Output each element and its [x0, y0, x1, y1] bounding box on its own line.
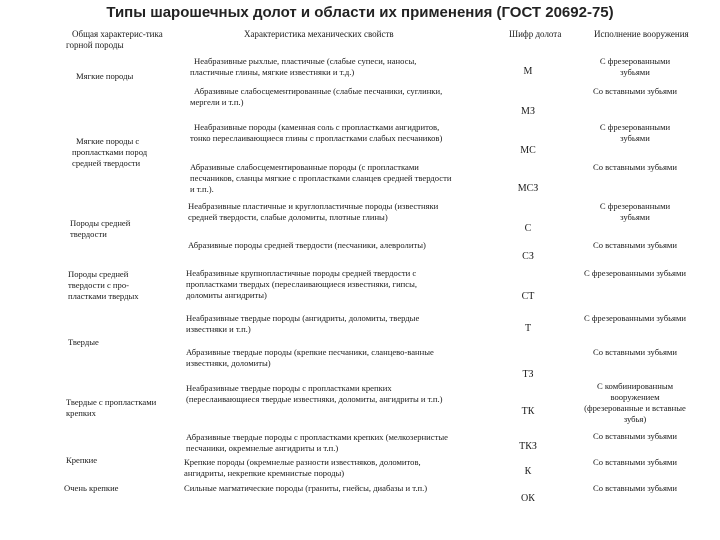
armament-cell — [565, 122, 705, 144]
mech-cell — [190, 86, 443, 108]
armament-line: Со вставными зубьями — [593, 483, 677, 493]
header-code: Шифр долота — [509, 29, 562, 39]
armament-line: зубья) — [623, 414, 647, 424]
armament-line: Со вставными зубьями — [593, 347, 677, 357]
mech-cell — [184, 483, 427, 494]
bit-code: МС — [520, 145, 536, 156]
general-line: твердости с про- — [68, 280, 129, 290]
bit-code: М — [523, 66, 533, 77]
general-cell — [68, 337, 99, 348]
armament-cell — [565, 86, 705, 97]
armament-cell — [565, 162, 705, 173]
mech-line: тонко переслаивающиеся глины с пропластками слабых песчаников) — [190, 133, 443, 143]
mech-line: (переслаивающиеся твердые известняки, доломиты, ангидриты и т.п.) — [186, 394, 443, 404]
general-line: Мягкие породы с — [76, 136, 140, 146]
armament-line: вооружением — [610, 392, 660, 402]
bit-code: С — [524, 223, 532, 234]
armament-line: С фрезерованными — [599, 122, 671, 132]
mech-line: Неабразивные породы (каменная соль с пропластками ангидритов, — [194, 122, 440, 132]
mech-line: и т.п.). — [190, 184, 214, 194]
bit-code: Т — [524, 323, 532, 334]
armament-cell — [565, 457, 705, 468]
mech-line: Неабразивные рыхлые, пластичные (слабые супеси, наносы, — [194, 56, 417, 66]
general-line: пропластками пород — [72, 147, 148, 157]
bit-code: МСЗ — [517, 183, 539, 194]
armament-line: (фрезерованные и вставные — [584, 403, 686, 413]
header-mech: Характеристика механических свойств — [244, 29, 394, 39]
armament-line: С фрезерованными зубьями — [583, 313, 687, 323]
general-line: средней твердости — [72, 158, 141, 168]
mech-cell — [186, 347, 434, 369]
mech-line: песчаников, сланцы мягкие с пропластками сланцев средней твердости — [190, 173, 452, 183]
header-armament: Исполнение вооружения — [594, 29, 689, 39]
armament-cell — [565, 347, 705, 358]
mech-cell — [186, 313, 419, 335]
mech-line: песчаники, окремнелые ангидриты и т.п.) — [186, 443, 339, 453]
header-general-line: Общая характерис-тика — [72, 29, 163, 39]
armament-line: зубьями — [620, 67, 650, 77]
bit-code: ТК — [521, 406, 535, 417]
mech-cell — [190, 122, 443, 144]
mech-line: Абразивные породы средней твердости (песчаники, алевролиты) — [188, 240, 426, 250]
general-line: крепких — [66, 408, 96, 418]
armament-line: С фрезерованными — [599, 201, 671, 211]
general-line: Крепкие — [66, 455, 98, 465]
armament-line: Со вставными зубьями — [593, 240, 677, 250]
mech-cell — [186, 383, 443, 405]
mech-line: известняки, доломиты) — [186, 358, 271, 368]
general-cell — [70, 218, 130, 240]
general-cell — [66, 455, 97, 466]
armament-cell — [565, 56, 705, 78]
mech-line: Сильные магматические породы (граниты, гнейсы, диабазы и т.п.) — [184, 483, 428, 493]
header-general — [66, 29, 163, 51]
bit-code: ОК — [521, 493, 535, 504]
mech-line: средней твердости, слабые доломиты, плотные глины) — [188, 212, 388, 222]
bit-code: К — [524, 466, 532, 477]
bit-code: МЗ — [521, 106, 535, 117]
mech-line: Абразивные твердые породы с пропластками крепких (мелкозернистые — [186, 432, 448, 442]
mech-line: Абразивные слабосцементированные породы (с пропластками — [190, 162, 419, 172]
armament-cell — [565, 483, 705, 494]
mech-cell — [190, 162, 451, 195]
mech-cell — [188, 201, 438, 223]
mech-line: доломиты ангидриты) — [186, 290, 267, 300]
general-line: пластками твердых — [68, 291, 139, 301]
general-line: Мягкие породы — [76, 71, 134, 81]
mech-line: Крепкие породы (окремнелые разности известняков, доломитов, — [184, 457, 421, 467]
armament-cell — [565, 201, 705, 223]
general-line: твердости — [70, 229, 107, 239]
mech-line: пластичные глины, мягкие известняки и т.д.) — [190, 67, 355, 77]
mech-line: пропластками твердых (переслаивающиеся известняки, гипсы, — [186, 279, 417, 289]
general-cell — [68, 269, 139, 302]
mech-cell — [186, 268, 417, 301]
armament-cell — [565, 431, 705, 442]
armament-line: С фрезерованными — [599, 56, 671, 66]
mech-cell — [190, 56, 417, 78]
general-cell — [64, 483, 118, 494]
mech-line: Неабразивные крупнопластичные породы средней твердости с — [186, 268, 417, 278]
mech-line: ангидриты, некрепкие кремнистые породы) — [184, 468, 345, 478]
mech-line: Неабразивные твердые породы (ангидриты, доломиты, твердые — [186, 313, 420, 323]
bit-code: СЗ — [522, 251, 534, 262]
general-cell — [72, 136, 147, 169]
general-line: Очень крепкие — [64, 483, 119, 493]
armament-cell — [565, 240, 705, 251]
armament-line: зубьями — [620, 133, 650, 143]
armament-cell — [565, 268, 705, 279]
bit-code: ТЗ — [522, 369, 534, 380]
mech-cell — [184, 457, 421, 479]
armament-line: С фрезерованными зубьями — [583, 268, 687, 278]
general-line: Породы средней — [68, 269, 129, 279]
mech-cell — [186, 432, 448, 454]
general-cell — [66, 397, 156, 419]
mech-line: Абразивные твердые породы (крепкие песчаники, сланцево-ванные — [186, 347, 434, 357]
armament-line: зубьями — [620, 212, 650, 222]
general-line: Породы средней — [70, 218, 131, 228]
general-line: Твердые — [68, 337, 99, 347]
mech-line: Неабразивные пластичные и круглопластичные породы (известняки — [188, 201, 439, 211]
armament-cell — [565, 313, 705, 324]
armament-line: Со вставными зубьями — [593, 86, 677, 96]
bit-code: СТ — [521, 291, 535, 302]
bit-code: ТКЗ — [519, 441, 537, 452]
mech-line: мергели и т.п.) — [190, 97, 244, 107]
mech-line: Неабразивные твердые породы с пропластками крепких — [186, 383, 392, 393]
armament-cell — [565, 381, 705, 425]
armament-line: Со вставными зубьями — [593, 162, 677, 172]
general-cell — [76, 71, 133, 82]
page-title: Типы шарошечных долот и области их применения (ГОСТ 20692-75) — [106, 4, 614, 21]
general-line: Твердые с пропластками — [66, 397, 157, 407]
armament-line: Со вставными зубьями — [593, 457, 677, 467]
mech-line: Абразивные слабосцементированные (слабые песчаники, суглинки, — [194, 86, 443, 96]
header-general-line: горной породы — [66, 40, 124, 50]
mech-line: известняки и т.п.) — [186, 324, 251, 334]
armament-line: С комбинированным — [596, 381, 674, 391]
mech-cell — [188, 240, 426, 251]
armament-line: Со вставными зубьями — [593, 431, 677, 441]
